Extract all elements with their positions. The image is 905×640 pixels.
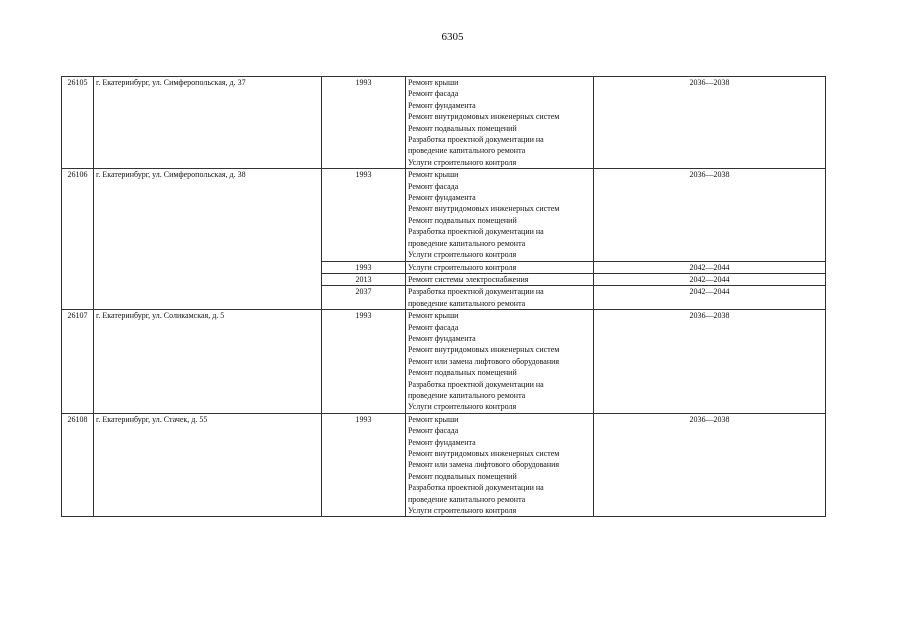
work-item: Ремонт подвальных помещений bbox=[408, 123, 517, 133]
work-item: Услуги строительного контроля bbox=[408, 250, 517, 260]
work-item: Ремонт фундамента bbox=[408, 193, 476, 203]
work-item: Ремонт крыши bbox=[408, 78, 459, 87]
work-item: проведение капитального ремонта bbox=[408, 238, 526, 248]
work-item: Ремонт крыши bbox=[408, 170, 459, 180]
work-item: Ремонт подвальных помещений bbox=[408, 215, 517, 225]
works-cell bbox=[406, 77, 594, 169]
period-cell: 2036—2038 bbox=[594, 77, 826, 169]
work-item: Ремонт фундамента bbox=[408, 100, 476, 110]
work-item: Ремонт фасада bbox=[408, 181, 459, 191]
works-cell bbox=[406, 261, 594, 273]
address-cell: г. Екатеринбург, ул. Симферопольская, д. 37 bbox=[94, 77, 322, 169]
work-item: Разработка проектной документации на bbox=[408, 379, 544, 389]
year-cell: 1993 bbox=[322, 77, 406, 169]
work-item: Ремонт системы электроснабжения bbox=[408, 274, 529, 284]
work-item: Ремонт внутридомовых инженерных систем bbox=[408, 345, 560, 355]
year-cell: 1993 bbox=[322, 413, 406, 517]
work-item: Разработка проектной документации на bbox=[408, 287, 544, 297]
capital-repair-table bbox=[61, 76, 826, 517]
work-item: Ремонт крыши bbox=[408, 414, 459, 424]
work-item: Разработка проектной документации на bbox=[408, 135, 544, 145]
work-item: проведение капитального ремонта bbox=[408, 298, 526, 308]
table-row bbox=[62, 77, 826, 169]
table-row bbox=[62, 310, 826, 414]
period-cell: 2042—2044 bbox=[594, 286, 826, 310]
row-number-cell: 26107 bbox=[62, 310, 94, 414]
table-row bbox=[62, 413, 826, 517]
row-number-cell: 26105 bbox=[62, 77, 94, 169]
work-item: Разработка проектной документации на bbox=[408, 227, 544, 237]
table-body bbox=[62, 77, 826, 517]
page-number: 6305 bbox=[441, 31, 464, 43]
works-cell bbox=[406, 273, 594, 285]
work-item: Ремонт или замена лифтового оборудования bbox=[408, 356, 560, 366]
year-cell: 1993 bbox=[322, 261, 406, 273]
row-number-cell: 26108 bbox=[62, 413, 94, 517]
period-cell: 2036—2038 bbox=[594, 169, 826, 261]
work-item: Ремонт подвальных помещений bbox=[408, 471, 517, 481]
row-number-cell: 26106 bbox=[62, 169, 94, 310]
works-cell bbox=[406, 169, 594, 261]
work-item: Разработка проектной документации на bbox=[408, 483, 544, 493]
work-item: Услуги строительного контроля bbox=[408, 402, 517, 412]
period-cell: 2036—2038 bbox=[594, 413, 826, 517]
year-cell: 1993 bbox=[322, 169, 406, 261]
work-item: проведение капитального ремонта bbox=[408, 390, 526, 400]
period-cell: 2042—2044 bbox=[594, 261, 826, 273]
work-item: Ремонт фундамента bbox=[408, 437, 476, 447]
work-item: Услуги строительного контроля bbox=[408, 157, 517, 167]
period-cell: 2042—2044 bbox=[594, 273, 826, 285]
work-item: Ремонт подвальных помещений bbox=[408, 368, 517, 378]
work-item: проведение капитального ремонта bbox=[408, 146, 526, 156]
address-cell: г. Екатеринбург, ул. Стачек, д. 55 bbox=[94, 413, 322, 517]
works-cell bbox=[406, 286, 594, 310]
table-row bbox=[62, 169, 826, 261]
year-cell: 2037 bbox=[322, 286, 406, 310]
address-cell: г. Екатеринбург, ул. Соликамская, д. 5 bbox=[94, 310, 322, 414]
work-item: Ремонт фасада bbox=[408, 89, 459, 99]
work-item: проведение капитального ремонта bbox=[408, 494, 526, 504]
work-item: Ремонт внутридомовых инженерных систем bbox=[408, 204, 560, 214]
work-item: Ремонт внутридомовых инженерных систем bbox=[408, 112, 560, 122]
works-cell bbox=[406, 413, 594, 517]
work-item: Ремонт или замена лифтового оборудования bbox=[408, 460, 560, 470]
work-item: Услуги строительного контроля bbox=[408, 506, 517, 516]
period-cell: 2036—2038 bbox=[594, 310, 826, 414]
work-item: Ремонт фасада bbox=[408, 426, 459, 436]
work-item: Ремонт фасада bbox=[408, 322, 459, 332]
work-item: Услуги строительного контроля bbox=[408, 262, 517, 272]
work-item: Ремонт фундамента bbox=[408, 333, 476, 343]
works-cell bbox=[406, 310, 594, 414]
work-item: Ремонт крыши bbox=[408, 311, 459, 321]
address-cell: г. Екатеринбург, ул. Симферопольская, д. 38 bbox=[94, 169, 322, 310]
work-item: Ремонт внутридомовых инженерных систем bbox=[408, 449, 560, 458]
year-cell: 1993 bbox=[322, 310, 406, 414]
year-cell: 2013 bbox=[322, 273, 406, 285]
